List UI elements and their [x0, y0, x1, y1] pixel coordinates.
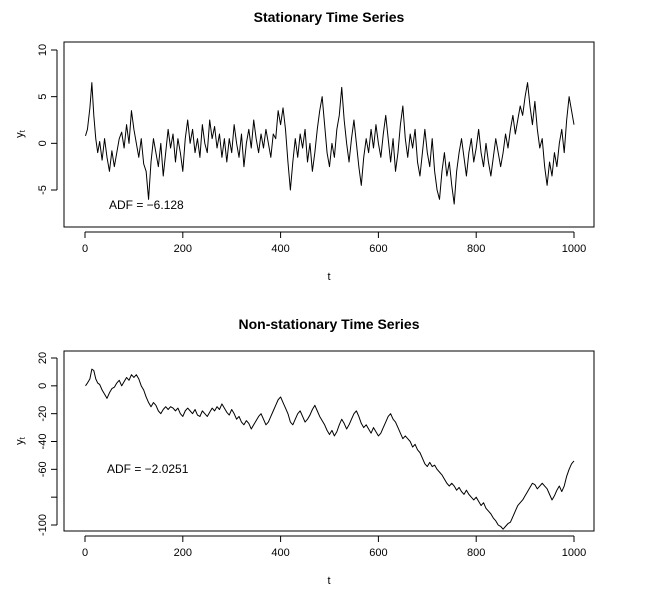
y-tick-label: 20: [37, 351, 49, 365]
y-tick-label: -40: [37, 433, 49, 450]
adf-annotation: ADF = −6.128: [109, 198, 184, 212]
series-group: [85, 369, 574, 529]
x-tick-label: 800: [467, 243, 486, 255]
x-tick-label: 0: [81, 243, 89, 255]
x-axis: [82, 232, 586, 255]
y-tick-label: 0: [37, 140, 49, 147]
x-axis: [82, 536, 586, 559]
x-tick-label: 1000: [561, 547, 587, 559]
adf-annotation: ADF = −2.0251: [107, 462, 189, 476]
panel-nonstationary: [14, 316, 594, 587]
chart-title: Non-stationary Time Series: [238, 316, 420, 332]
y-axis: [37, 44, 57, 195]
y-axis-label-main: y: [14, 439, 26, 445]
y-axis-label-subscript: t: [18, 437, 27, 440]
y-tick-label: -60: [37, 461, 49, 478]
y-axis-label: [14, 436, 27, 445]
x-tick-label: 400: [271, 243, 290, 255]
y-axis-label-main: y: [14, 132, 26, 138]
y-tick-label: -100: [37, 513, 49, 537]
panel-stationary: [14, 9, 594, 283]
x-tick-label: 200: [173, 243, 192, 255]
x-axis-label: t: [327, 271, 331, 283]
x-tick-label: 800: [467, 547, 486, 559]
x-tick-label: 600: [369, 547, 388, 559]
y-tick-label: -20: [37, 405, 49, 422]
x-tick-label: 400: [271, 547, 290, 559]
plot-frame: [64, 351, 594, 531]
series-line: [85, 369, 574, 529]
y-axis: [37, 352, 57, 536]
y-tick-label: 0: [37, 382, 49, 389]
y-axis-label: [14, 129, 27, 138]
x-axis-label: t: [327, 575, 331, 587]
x-tick-label: 1000: [561, 243, 587, 255]
series-group: [85, 83, 574, 204]
series-line: [85, 83, 574, 204]
y-tick-label: -5: [37, 185, 49, 195]
x-tick-label: 600: [369, 243, 388, 255]
x-tick-label: 0: [81, 547, 89, 559]
y-tick-label: 5: [37, 93, 49, 100]
chart-title: Stationary Time Series: [253, 9, 405, 25]
y-tick-label: 10: [37, 43, 49, 57]
y-axis-label-subscript: t: [18, 130, 27, 133]
x-tick-label: 200: [173, 547, 192, 559]
